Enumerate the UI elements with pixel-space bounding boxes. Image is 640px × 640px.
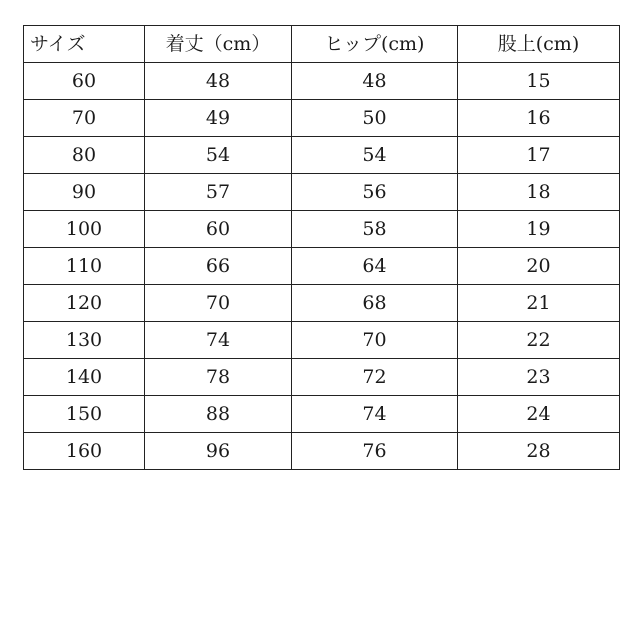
cell-length: 66 — [145, 248, 292, 285]
cell-size: 160 — [24, 433, 145, 470]
cell-length: 70 — [145, 285, 292, 322]
table-row — [24, 63, 620, 100]
cell-size: 120 — [24, 285, 145, 322]
cell-rise: 18 — [458, 174, 620, 211]
table-row — [24, 396, 620, 433]
table-header — [24, 26, 620, 63]
cell-rise: 16 — [458, 100, 620, 137]
cell-rise: 15 — [458, 63, 620, 100]
table-row — [24, 211, 620, 248]
cell-rise: 24 — [458, 396, 620, 433]
header-hip: ヒップ(cm) — [292, 26, 458, 63]
cell-hip: 58 — [292, 211, 458, 248]
table-row — [24, 359, 620, 396]
size-chart-table — [23, 25, 620, 470]
cell-length: 57 — [145, 174, 292, 211]
table-row — [24, 100, 620, 137]
cell-length: 78 — [145, 359, 292, 396]
cell-hip: 48 — [292, 63, 458, 100]
cell-rise: 20 — [458, 248, 620, 285]
cell-rise: 21 — [458, 285, 620, 322]
cell-hip: 76 — [292, 433, 458, 470]
table-row — [24, 322, 620, 359]
table-row — [24, 285, 620, 322]
table-row — [24, 137, 620, 174]
table-row — [24, 433, 620, 470]
cell-hip: 68 — [292, 285, 458, 322]
cell-hip: 74 — [292, 396, 458, 433]
table-body — [24, 63, 620, 470]
table-row — [24, 174, 620, 211]
cell-hip: 72 — [292, 359, 458, 396]
cell-hip: 70 — [292, 322, 458, 359]
cell-size: 60 — [24, 63, 145, 100]
cell-rise: 17 — [458, 137, 620, 174]
cell-size: 80 — [24, 137, 145, 174]
cell-rise: 22 — [458, 322, 620, 359]
header-length: 着丈（cm） — [145, 26, 292, 63]
cell-length: 48 — [145, 63, 292, 100]
cell-size: 110 — [24, 248, 145, 285]
cell-rise: 19 — [458, 211, 620, 248]
cell-length: 60 — [145, 211, 292, 248]
cell-hip: 64 — [292, 248, 458, 285]
cell-rise: 28 — [458, 433, 620, 470]
cell-rise: 23 — [458, 359, 620, 396]
header-rise: 股上(cm) — [458, 26, 620, 63]
cell-size: 70 — [24, 100, 145, 137]
header-size: サイズ — [24, 26, 145, 63]
cell-length: 88 — [145, 396, 292, 433]
cell-size: 130 — [24, 322, 145, 359]
cell-size: 100 — [24, 211, 145, 248]
cell-length: 74 — [145, 322, 292, 359]
cell-length: 49 — [145, 100, 292, 137]
cell-size: 150 — [24, 396, 145, 433]
cell-length: 54 — [145, 137, 292, 174]
cell-size: 140 — [24, 359, 145, 396]
cell-hip: 56 — [292, 174, 458, 211]
cell-hip: 50 — [292, 100, 458, 137]
cell-hip: 54 — [292, 137, 458, 174]
cell-size: 90 — [24, 174, 145, 211]
cell-length: 96 — [145, 433, 292, 470]
header-row — [24, 26, 620, 63]
table-row — [24, 248, 620, 285]
